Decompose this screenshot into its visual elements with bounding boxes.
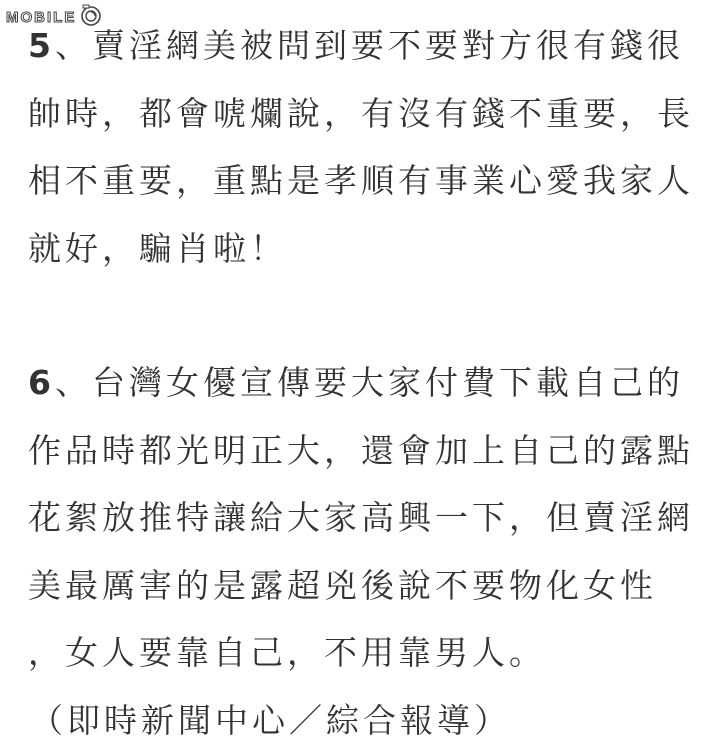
item-number: 5 (28, 26, 55, 65)
source-credit: （即時新聞中心／綜合報導） (30, 687, 700, 754)
paragraph-text: 、台灣女優宣傳要大家付費下載自己的作品時都光明正大，還會加上自己的露點花絮放推特讓給大家高興一下，但賣淫網美最厲害的是露超兇後說不要物化女性 ，女人要靠自己，不用靠男人。 (28, 363, 694, 672)
article-body (28, 12, 698, 754)
item-number: 6 (28, 363, 55, 402)
watermark-text: MOBILE (6, 9, 76, 26)
paragraph-6 (28, 349, 698, 687)
paragraph-5 (28, 12, 698, 282)
paragraph-text: 、賣淫網美被問到要不要對方很有錢很帥時，都會唬爛說，有沒有錢不重要，長相不重要，重點是孝順有事業心愛我家人就好，騙肖啦！ (28, 26, 694, 268)
